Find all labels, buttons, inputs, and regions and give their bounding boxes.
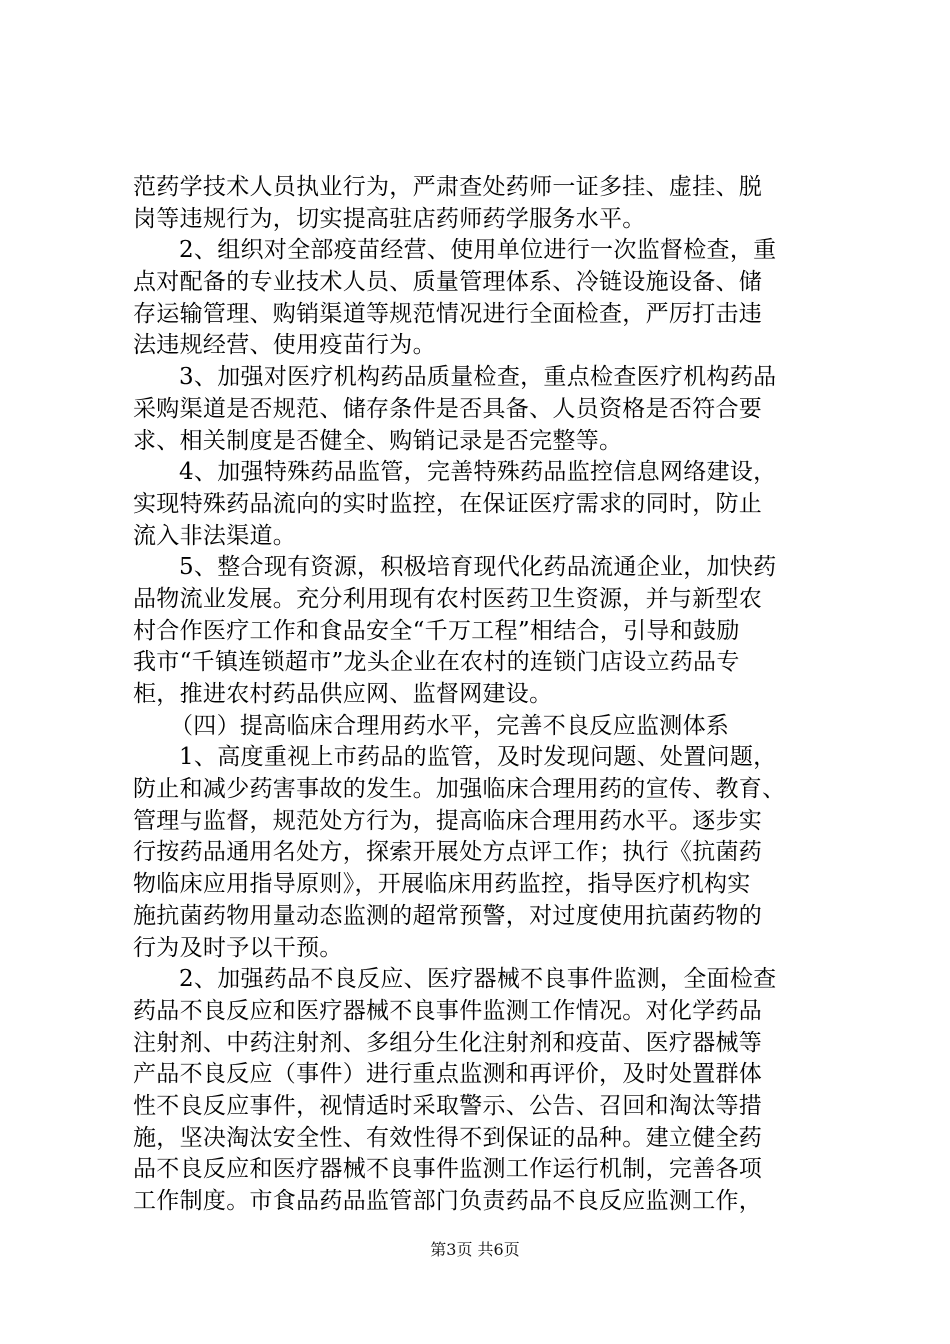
text-line: 存运输管理、购销渠道等规范情况进行全面检查，严厉打击违 [133, 300, 763, 327]
text-line: 柜，推进农村药品供应网、监督网建设。 [133, 681, 553, 707]
text-line: 2、组织对全部疫苗经营、使用单位进行一次监督检查，重 [179, 237, 777, 264]
text-line: 施，坚决淘汰安全性、有效性得不到保证的品种。建立健全药 [133, 1124, 763, 1151]
text-line: 行按药品通用名处方，探索开展处方点评工作；执行《抗菌药 [133, 839, 763, 866]
text-line: 村合作医疗工作和食品安全“千万工程”相结合，引导和鼓励 [133, 617, 740, 644]
text-line: 品不良反应和医疗器械不良事件监测工作运行机制，完善各项 [133, 1156, 763, 1183]
text-line: 产品不良反应（事件）进行重点监测和再评价，及时处置群体 [133, 1061, 763, 1088]
text-line: 采购渠道是否规范、储存条件是否具备、人员资格是否符合要 [133, 395, 763, 422]
text-line: 1、高度重视上市药品的监管，及时发现问题、处置问题， [179, 744, 777, 771]
text-line: 药品不良反应和医疗器械不良事件监测工作情况。对化学药品 [133, 997, 763, 1024]
text-line: 5、整合现有资源，积极培育现代化药品流通企业，加快药 [179, 554, 777, 581]
text-line: 岗等违规行为，切实提高驻店药师药学服务水平。 [133, 205, 646, 232]
text-line: 求、相关制度是否健全、购销记录是否完整等。 [133, 427, 623, 454]
text-line: 范药学技术人员执业行为，严肃查处药师一证多挂、虚挂、脱 [133, 174, 763, 200]
text-line: 我市“千镇连锁超市”龙头企业在农村的连锁门店设立药品专 [133, 649, 740, 676]
text-line: 流入非法渠道。 [133, 522, 297, 549]
text-line: 3、加强对医疗机构药品质量检查，重点检查医疗机构药品 [179, 364, 777, 391]
text-line: 法违规经营、使用疫苗行为。 [133, 332, 436, 359]
text-line: 防止和减少药害事故的发生。加强临床合理用药的宣传、教育、 [133, 776, 786, 803]
text-line: 行为及时予以干预。 [133, 934, 343, 961]
text-line: 管理与监督，规范处方行为，提高临床合理用药水平。逐步实 [133, 807, 763, 834]
text-line: 实现特殊药品流向的实时监控，在保证医疗需求的同时，防止 [133, 490, 763, 517]
text-line: 注射剂、中药注射剂、多组分生化注射剂和疫苗、医疗器械等 [133, 1029, 763, 1056]
text-line: 性不良反应事件，视情适时采取警示、公告、召回和淘汰等措 [133, 1092, 763, 1119]
text-line: 2、加强药品不良反应、医疗器械不良事件监测，全面检查 [179, 966, 777, 993]
text-line: 施抗菌药物用量动态监测的超常预警，对过度使用抗菌药物的 [133, 902, 763, 929]
text-line: 品物流业发展。充分利用现有农村医药卫生资源，并与新型农 [133, 585, 763, 612]
page-footer: 第3页 共6页 [430, 1240, 520, 1259]
text-line: 4、加强特殊药品监管，完善特殊药品监控信息网络建设， [179, 459, 777, 486]
text-line: 物临床应用指导原则》，开展临床用药监控，指导医疗机构实 [133, 871, 751, 898]
document-body [133, 172, 833, 1218]
text-line: 点对配备的专业技术人员、质量管理体系、冷链设施设备、储 [133, 269, 763, 296]
text-line: 工作制度。市食品药品监管部门负责药品不良反应监测工作， [133, 1188, 763, 1214]
text-line: （四）提高临床合理用药水平，完善不良反应监测体系 [170, 712, 730, 739]
